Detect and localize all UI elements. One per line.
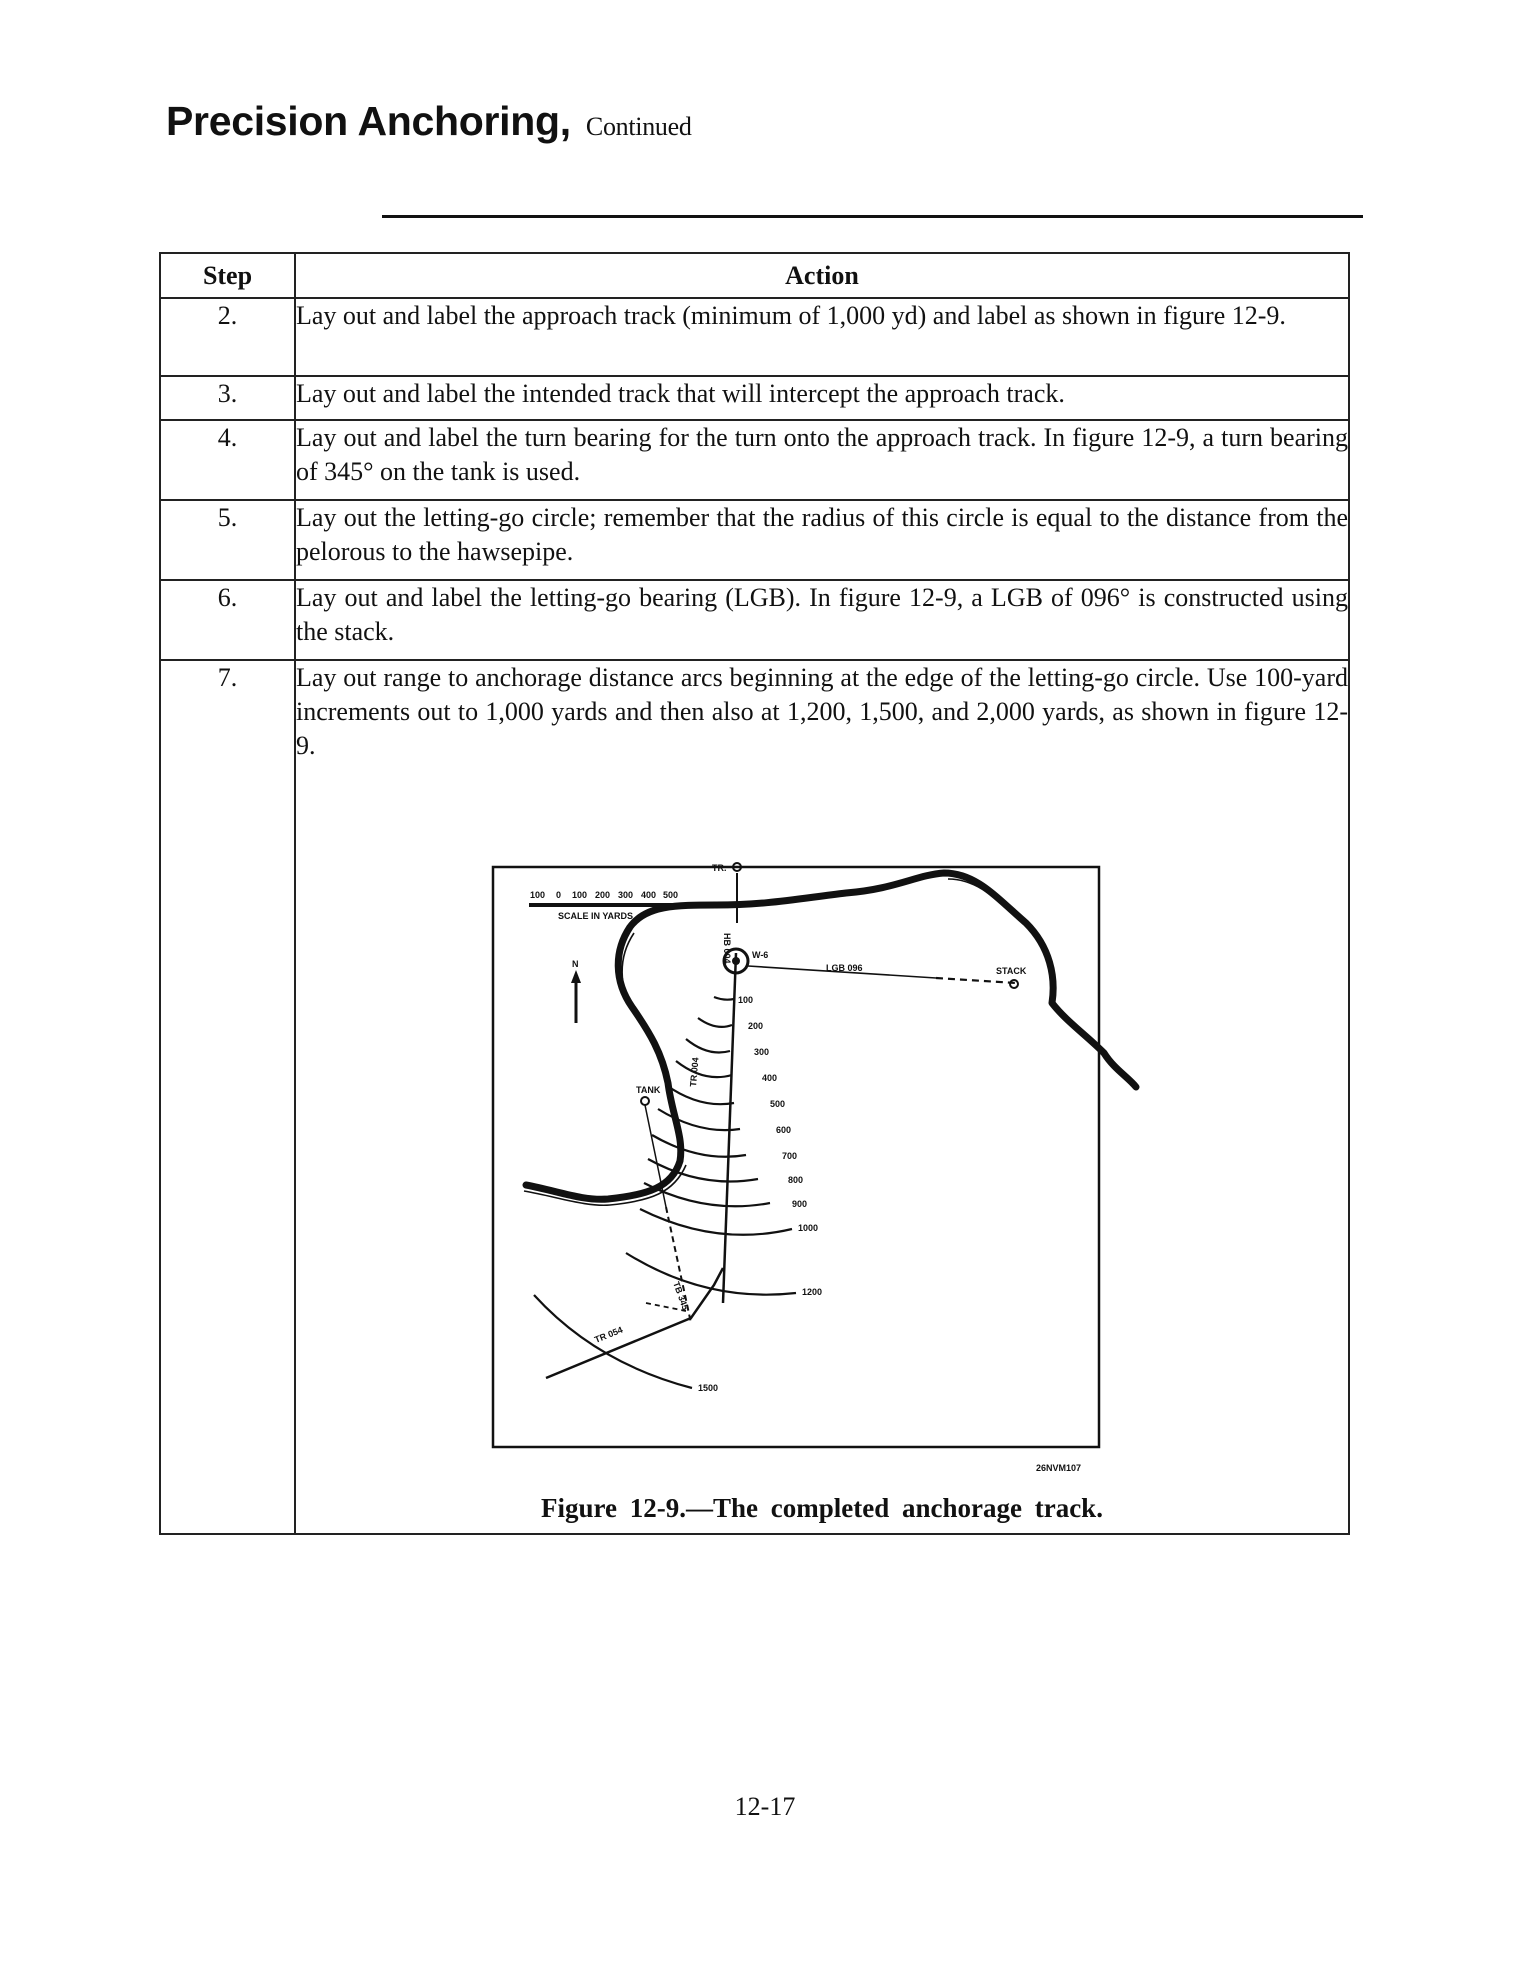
range-label: 100 [738, 995, 754, 1005]
header-rule [382, 215, 1363, 218]
stack-marker-icon [1010, 980, 1018, 988]
table-row [160, 376, 1349, 420]
tr-label: TR. [712, 863, 727, 873]
range-label: 700 [782, 1151, 798, 1161]
range-label: 900 [792, 1199, 808, 1209]
figure-12-9 [296, 763, 1348, 1533]
step-action-cell [295, 660, 1349, 1534]
step-action: Lay out and label the letting-go bearing (LGB). In figure 12-9, a LGB of 096° is constructed using the stack. [295, 580, 1349, 660]
step-number: 7. [160, 660, 295, 1534]
range-arc [686, 1039, 730, 1053]
page-title-main: Precision Anchoring, [166, 98, 571, 144]
range-label: 600 [776, 1125, 792, 1135]
lgb-dashed-line [936, 978, 1016, 983]
scale-label: SCALE IN YARDS [558, 911, 634, 921]
range-label: 200 [748, 1021, 764, 1031]
step-action: Lay out and label the turn bearing for the turn onto the approach track. In figure 12-9, a turn bearing of 345° on the tank is used. [295, 420, 1349, 500]
range-label: 1000 [798, 1223, 819, 1233]
step-number: 2. [160, 298, 295, 376]
range-label: 1200 [802, 1287, 823, 1297]
steps-table [159, 252, 1350, 1535]
tank-marker-icon [641, 1097, 649, 1105]
north-arrow-icon [571, 959, 581, 1023]
tb-label: TB 345 [671, 1280, 691, 1312]
anchorage-track-diagram [296, 763, 1326, 1533]
range-arc [676, 1061, 732, 1077]
step-number: 6. [160, 580, 295, 660]
scale-number: 200 [595, 890, 611, 900]
page-title-continued: Continued [585, 112, 692, 141]
stack-label: STACK [996, 966, 1027, 976]
range-arc [666, 1085, 734, 1104]
range-label: 800 [788, 1175, 804, 1185]
range-labels [698, 995, 822, 1393]
range-label: 500 [770, 1099, 786, 1109]
range-label: 400 [762, 1073, 778, 1083]
figure-caption: Figure 12-9.—The completed anchorage track. [541, 1493, 1103, 1523]
scale-number: 400 [641, 890, 657, 900]
range-arc [698, 1018, 732, 1027]
table-header-row [160, 253, 1349, 298]
range-label: 300 [754, 1047, 770, 1057]
step-action: Lay out and label the approach track (minimum of 1,000 yd) and label as shown in figure 12-9. [295, 298, 1349, 376]
anchorage-point-icon [732, 957, 740, 965]
range-label: 1500 [698, 1383, 719, 1393]
step-number: 4. [160, 420, 295, 500]
scale-number: 500 [663, 890, 679, 900]
north-label: N [572, 959, 579, 969]
step-action: Lay out the letting-go circle; remember that the radius of this circle is equal to the distance from the pelorous to the hawsepipe. [295, 500, 1349, 580]
intended-track-label: TR 054 [593, 1324, 625, 1345]
step-column-header: Step [160, 253, 295, 298]
hb-label: HB 004 [722, 933, 732, 964]
page-number: 12-17 [734, 1792, 796, 1821]
approach-track [723, 953, 736, 1303]
range-arc [648, 1159, 758, 1182]
range-arc [714, 997, 734, 1000]
scale-number: 0 [556, 890, 562, 900]
scale-number: 100 [572, 890, 588, 900]
table-row [160, 298, 1349, 376]
table-row [160, 420, 1349, 500]
lgb-label: LGB 096 [826, 963, 863, 973]
approach-track-label: TR 004 [688, 1056, 701, 1088]
table-row [160, 500, 1349, 580]
tank-label: TANK [636, 1085, 661, 1095]
w6-label: W-6 [752, 950, 769, 960]
step-action: Lay out range to anchorage distance arcs beginning at the edge of the letting-go circle. Use 100-yard increments out to 1,000 yards and then also at 1,200, 1,500, and 2,000 yards, as shown in figure 12-9. [296, 663, 1348, 760]
step-action: Lay out and label the intended track that will intercept the approach track. [295, 376, 1349, 420]
table-row [160, 660, 1349, 1534]
figure-id: 26NVM107 [1036, 1463, 1082, 1473]
table-row [160, 580, 1349, 660]
range-arc [652, 1135, 746, 1157]
range-arc [626, 1253, 796, 1295]
scale-number: 100 [530, 890, 546, 900]
step-number: 3. [160, 376, 295, 420]
scale-number: 300 [618, 890, 634, 900]
coastline [526, 873, 1136, 1199]
step-number: 5. [160, 500, 295, 580]
page-title [166, 98, 692, 145]
range-arc [640, 1209, 792, 1235]
action-column-header: Action [295, 253, 1349, 298]
